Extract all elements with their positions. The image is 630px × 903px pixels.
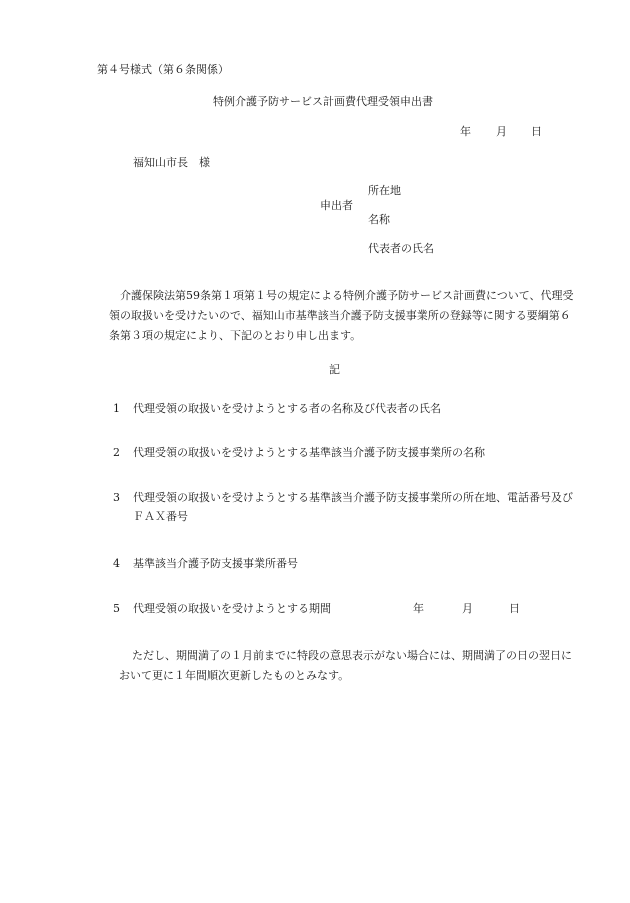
item-number: 1 — [113, 402, 120, 415]
date-year-label: 年 — [460, 125, 471, 138]
period-day-label: 日 — [509, 602, 520, 615]
item-text: 代理受領の取扱いを受けようとする期間 — [133, 602, 331, 615]
item-number: 5 — [113, 602, 120, 615]
item-text: 代理受領の取扱いを受けようとする者の名称及び代表者の氏名 — [133, 402, 441, 415]
item-text: 代理受領の取扱いを受けようとする基準該当介護予防支援事業所の名称 — [133, 446, 485, 459]
item-number: 3 — [113, 491, 120, 504]
addressee: 福知山市長 様 — [133, 156, 210, 169]
proviso-paragraph: ただし、期間満了の１月前までに特段の意思表示がない場合には、期間満了の日の翌日において更に１年間順次更新したものとみなす。 — [119, 649, 572, 682]
body-paragraph: 介護保険法第59条第１項第１号の規定による特例介護予防サービス計画費について、代理受領の取扱いを受けたいので、福知山市基準該当介護予防支援事業所の登録等に関する要綱第６条第３項の規定により、下記のとおり申し出ます。 — [109, 289, 574, 342]
applicant-name-label: 名称 — [368, 213, 390, 226]
applicant-representative-label: 代表者の氏名 — [368, 242, 434, 255]
period-year-label: 年 — [413, 602, 424, 615]
period-month-label: 月 — [462, 602, 473, 615]
date-day-label: 日 — [531, 125, 542, 138]
ki-heading: 記 — [329, 363, 340, 376]
date-month-label: 月 — [496, 125, 507, 138]
item-text: 代理受領の取扱いを受けようとする基準該当介護予防支援事業所の所在地、電話番号及びＦＡＸ番号 — [133, 491, 573, 523]
item-number: 2 — [113, 446, 120, 459]
form-number: 第４号様式（第６条関係） — [97, 63, 229, 76]
applicant-address-label: 所在地 — [368, 184, 401, 197]
item-number: 4 — [113, 557, 120, 570]
applicant-label: 申出者 — [320, 199, 353, 212]
document-title: 特例介護予防サービス計画費代理受領申出書 — [213, 95, 433, 108]
item-text: 基準該当介護予防支援事業所番号 — [133, 557, 298, 570]
